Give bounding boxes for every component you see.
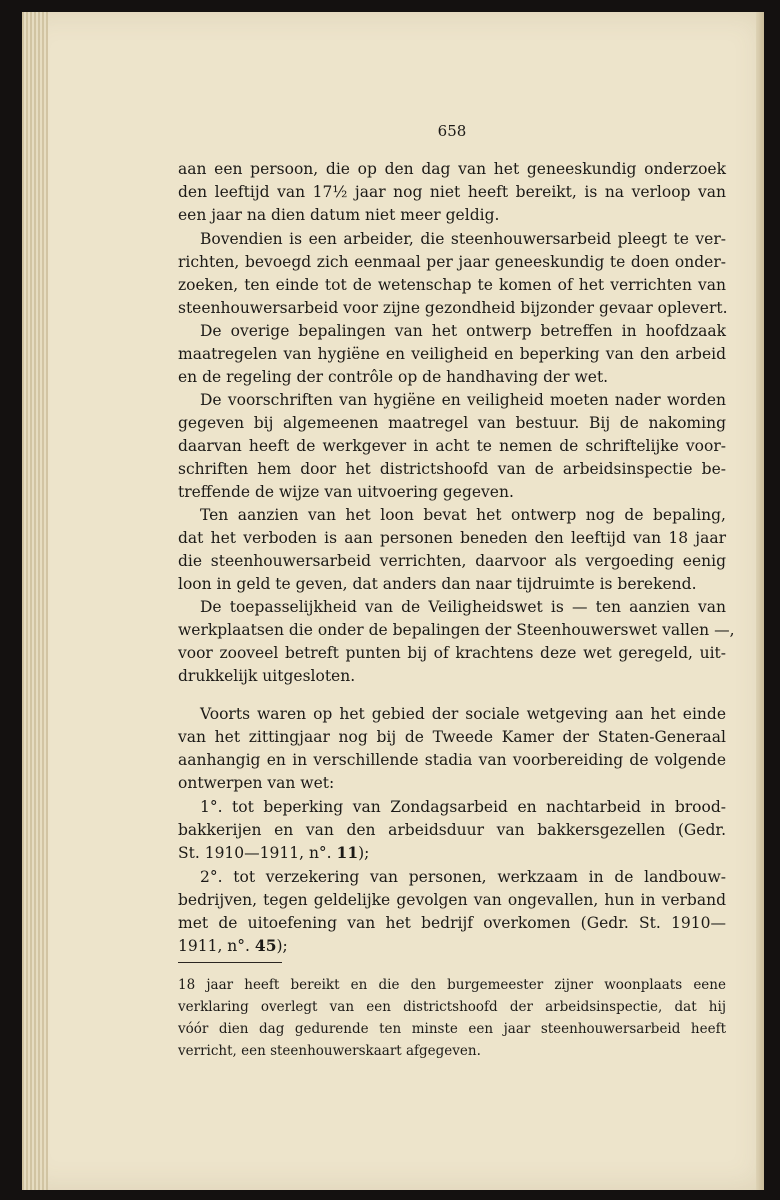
body-line: steenhouwersarbeid voor zijne gezondheid bijzonder gevaar oplevert. xyxy=(178,299,728,317)
body-line: aan een persoon, die op den dag van het geneeskundig onderzoek xyxy=(178,160,726,178)
list-item-line: met de uitoefening van het bedrijf overkomen (Gedr. St. 1910— xyxy=(178,914,726,932)
page-gutter-edges xyxy=(22,12,48,1190)
list-item-line xyxy=(178,935,726,957)
body-line: gegeven bij algemeenen maatregel van bestuur. Bij de nakoming xyxy=(178,414,726,432)
body-line: voor zooveel betreft punten bij of krachtens deze wet geregeld, uit- xyxy=(178,644,726,662)
footnote-line: verricht, een steenhouwerskaart afgegeven. xyxy=(178,1043,481,1059)
list-item-text: 1911, n°. xyxy=(178,937,250,955)
page-right-edge xyxy=(756,12,764,1190)
list-item-line: 2°. tot verzekering van personen, werkzaam in de landbouw- xyxy=(200,868,726,886)
footnote-line: vóór dien dag gedurende ten minste een jaar steenhouwersarbeid heeft xyxy=(178,1021,726,1037)
body-line: daarvan heeft de werkgever in acht te nemen de schriftelijke voor- xyxy=(178,437,726,455)
document-number: 45 xyxy=(254,936,277,955)
body-line: die steenhouwersarbeid verrichten, daarvoor als vergoeding eenig xyxy=(178,552,726,570)
body-line: schriften hem door het districtshoofd van de arbeidsinspectie be- xyxy=(178,460,726,478)
body-line: De overige bepalingen van het ontwerp betreffen in hoofdzaak xyxy=(200,322,726,340)
footnote-line: verklaring overlegt van een districtshoofd der arbeidsinspectie, dat hij xyxy=(178,999,726,1015)
list-item-text: St. 1910—1911, n°. xyxy=(178,844,332,862)
footnote-rule xyxy=(178,962,282,963)
body-line: werkplaatsen die onder de bepalingen der Steenhouwerswet vallen —, xyxy=(178,621,735,639)
body-line: dat het verboden is aan personen beneden den leeftijd van 18 jaar xyxy=(178,529,726,547)
body-line: treffende de wijze van uitvoering gegeven. xyxy=(178,483,514,501)
body-line: richten, bevoegd zich eenmaal per jaar geneeskundig te doen onder- xyxy=(178,253,726,271)
list-item-line: bakkerijen en van den arbeidsduur van bakkersgezellen (Gedr. xyxy=(178,821,726,839)
body-line: loon in geld te geven, dat anders dan naar tijdruimte is berekend. xyxy=(178,575,697,593)
body-line: Bovendien is een arbeider, die steenhouwersarbeid pleegt te ver- xyxy=(200,230,726,248)
list-item-line xyxy=(178,842,726,864)
body-line: De voorschriften van hygiëne en veiligheid moeten nader worden xyxy=(200,391,726,409)
document-number: 11 xyxy=(336,843,359,862)
body-line: drukkelijk uitgesloten. xyxy=(178,667,356,685)
body-line: ontwerpen van wet: xyxy=(178,774,335,792)
body-line: zoeken, ten einde tot de wetenschap te komen of het verrichten van xyxy=(178,276,726,294)
body-line: maatregelen van hygiëne en veiligheid en beperking van den arbeid xyxy=(178,345,726,363)
list-item-line: 1°. tot beperking van Zondagsarbeid en nachtarbeid in brood- xyxy=(200,798,726,816)
body-line: De toepasselijkheid van de Veiligheidswet is — ten aanzien van xyxy=(200,598,726,616)
footnote-line: 18 jaar heeft bereikt en die den burgemeester zijner woonplaats eene xyxy=(178,977,726,993)
body-line: van het zittingjaar nog bij de Tweede Kamer der Staten-Generaal xyxy=(178,728,726,746)
body-line: Ten aanzien van het loon bevat het ontwerp nog de bepaling, xyxy=(200,506,726,524)
body-line: den leeftijd van 17½ jaar nog niet heeft bereikt, is na verloop van xyxy=(178,183,726,201)
body-line: en de regeling der contrôle op de handhaving der wet. xyxy=(178,368,609,386)
body-line: Voorts waren op het gebied der sociale wetgeving aan het einde xyxy=(200,705,726,723)
body-line: aanhangig en in verschillende stadia van voorbereiding de volgende xyxy=(178,751,726,769)
list-item-line: bedrijven, tegen geldelijke gevolgen van ongevallen, hun in verband xyxy=(178,891,726,909)
body-line: een jaar na dien datum niet meer geldig. xyxy=(178,206,500,224)
ref-suffix: ); xyxy=(358,844,370,862)
page-number: 658 xyxy=(437,122,467,140)
ref-suffix: ); xyxy=(276,937,288,955)
